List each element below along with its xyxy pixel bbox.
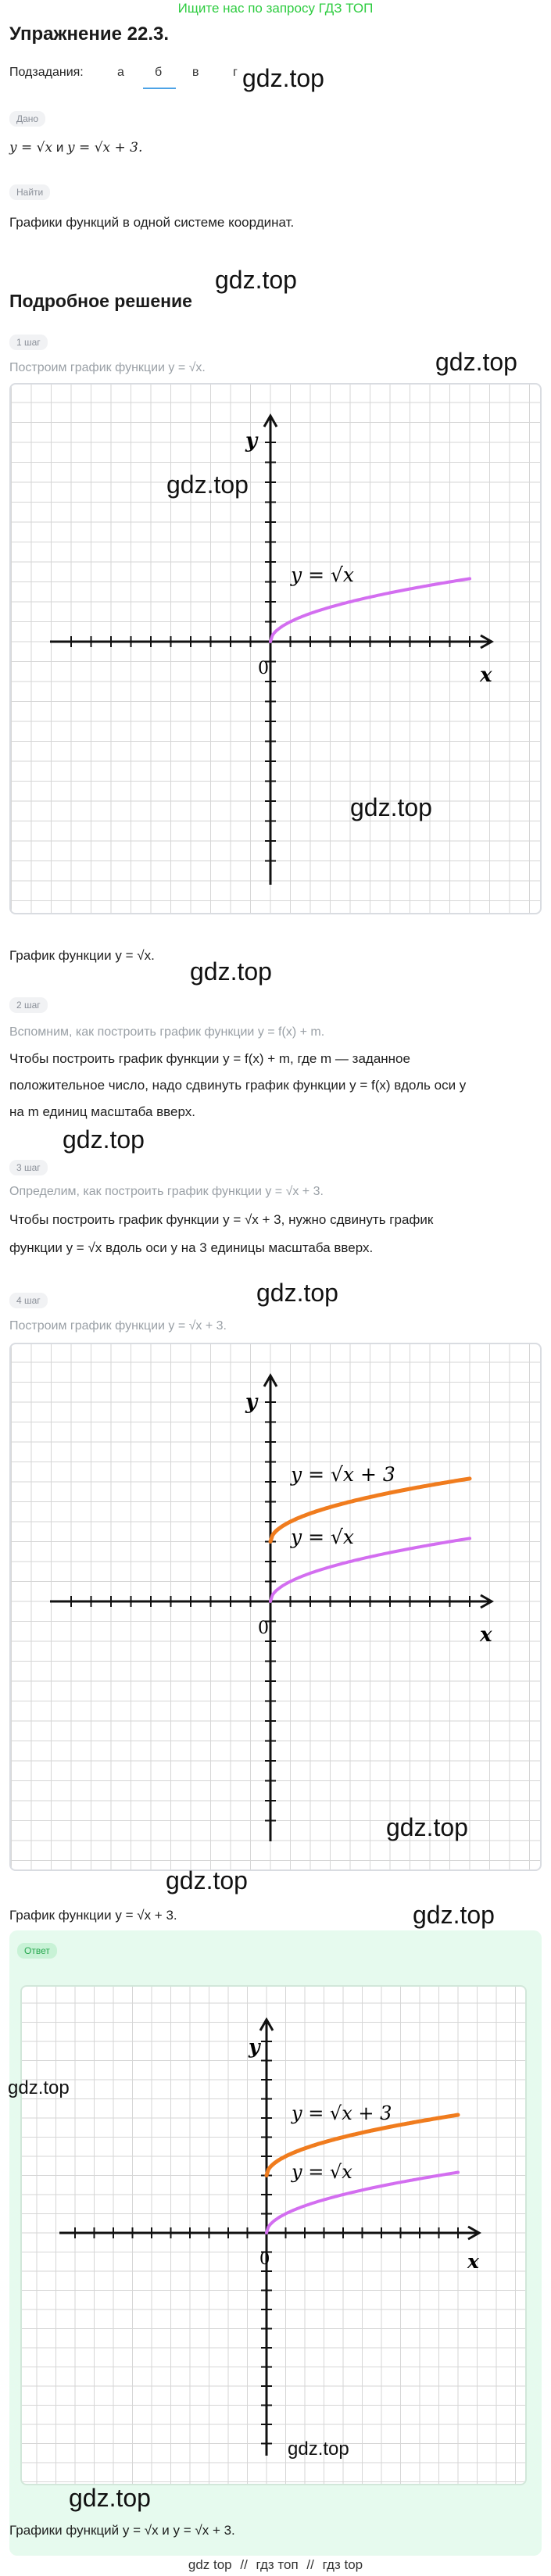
footer-separator: // [306,2557,314,2572]
step-2-line-1: Чтобы построить график функции y = f(x) + m, где m — заданное [9,1051,410,1066]
step-2-chip: 2 шаг [9,997,48,1013]
watermark: gdz.top [413,1901,495,1929]
footer-link[interactable]: гдз топ [256,2557,299,2572]
graph-step-4 [9,1343,542,1871]
watermark: gdz.top [386,1813,468,1841]
given-conjunction: и [55,140,64,155]
origin-label: 0 [259,2249,270,2268]
search-banner[interactable]: Ищите нас по запросу ГДЗ ТОП [177,1,374,16]
footer-link[interactable]: гдз top [322,2557,363,2572]
watermark: gdz.top [190,957,272,986]
watermark: gdz.top [215,266,297,294]
find-chip: Найти [9,184,50,200]
x-axis-label: x [467,2250,479,2273]
watermark: gdz.top [242,64,324,92]
curve-sqrt-x-label: y = √x [291,1526,354,1548]
origin-label: 0 [258,659,269,678]
watermark: gdz.top [166,1866,248,1894]
footer-separator: // [240,2557,248,2572]
step-3-hint: Определим, как построить график функции y = √x + 3. [9,1185,324,1198]
watermark: gdz.top [350,793,432,821]
subtask-tab-g[interactable]: г [233,66,238,79]
subtask-tab-v[interactable]: в [192,66,199,79]
graph-answer-svg [22,1987,527,2485]
curve-sqrt-x-label: y = √x [292,2161,352,2183]
y-axis-label: y [249,2035,260,2058]
graph-step-1 [9,383,542,914]
step-1-chip: 1 шаг [9,335,48,350]
given-chip: Дано [9,111,45,127]
given-formula-a: y = √x [9,140,53,156]
curve-sqrt-x-label: y = √x [291,564,354,586]
y-axis-label: y [245,1390,258,1414]
x-axis-label: x [480,664,492,687]
step-1-caption: График функции y = √x. [9,948,155,963]
x-axis-label: x [480,1623,492,1647]
y-axis-label: y [245,429,258,453]
step-3-chip: 3 шаг [9,1160,48,1175]
subtasks-label: Подзадания: [9,66,84,79]
subtask-tab-a[interactable]: а [117,66,124,79]
step-4-chip: 4 шаг [9,1293,48,1308]
active-tab-underline [143,88,176,89]
axes [50,1376,492,1841]
step-1-hint: Построим график функции y = √x. [9,361,206,374]
graph-step-4-svg [11,1344,542,1871]
curve-sqrt-x-plus-3-label: y = √x + 3 [292,2102,392,2124]
step-3-line-2: функции y = √x вдоль оси y на 3 единицы масштаба вверх. [9,1240,374,1255]
watermark: gdz.top [288,2438,349,2460]
watermark: gdz.top [69,2484,151,2512]
find-text: Графики функций в одной системе координат. [9,215,295,230]
footer-link[interactable]: gdz top [188,2557,232,2572]
graph-step-1-svg [11,385,542,914]
step-4-hint: Построим график функции y = √x + 3. [9,1319,227,1333]
watermark: gdz.top [256,1279,338,1307]
answer-chip: Ответ [17,1943,57,1959]
step-2-line-3: на m единиц масштаба вверх. [9,1104,195,1119]
step-2-line-2: положительное число, надо сдвинуть график функции y = f(x) вдоль оси y [9,1078,467,1093]
given-formula-b: y = √x + 3. [67,140,143,156]
step-2-hint: Вспомним, как построить график функции y = f(x) + m. [9,1025,325,1039]
answer-caption: Графики функций y = √x и y = √x + 3. [9,2523,235,2538]
grid-lines [11,1344,542,1871]
page-title: Упражнение 22.3. [9,23,170,45]
origin-label: 0 [258,1619,269,1638]
given-text [9,138,142,158]
grid-lines [11,385,542,914]
grid-lines [22,1987,527,2485]
step-4-caption: График функции y = √x + 3. [9,1908,177,1923]
watermark: gdz.top [166,470,249,499]
solution-heading: Подробное решение [9,291,192,311]
graph-answer [20,1985,527,2485]
watermark: gdz.top [435,348,517,376]
watermark: gdz.top [8,2077,70,2098]
curve-sqrt-x-plus-3-label: y = √x + 3 [291,1463,395,1486]
step-3-line-1: Чтобы построить график функции y = √x + 3, нужно сдвинуть график [9,1212,434,1227]
footer-links [0,2557,551,2573]
subtask-tab-b[interactable]: б [155,66,163,79]
watermark: gdz.top [63,1125,145,1154]
axes [59,2020,479,2456]
